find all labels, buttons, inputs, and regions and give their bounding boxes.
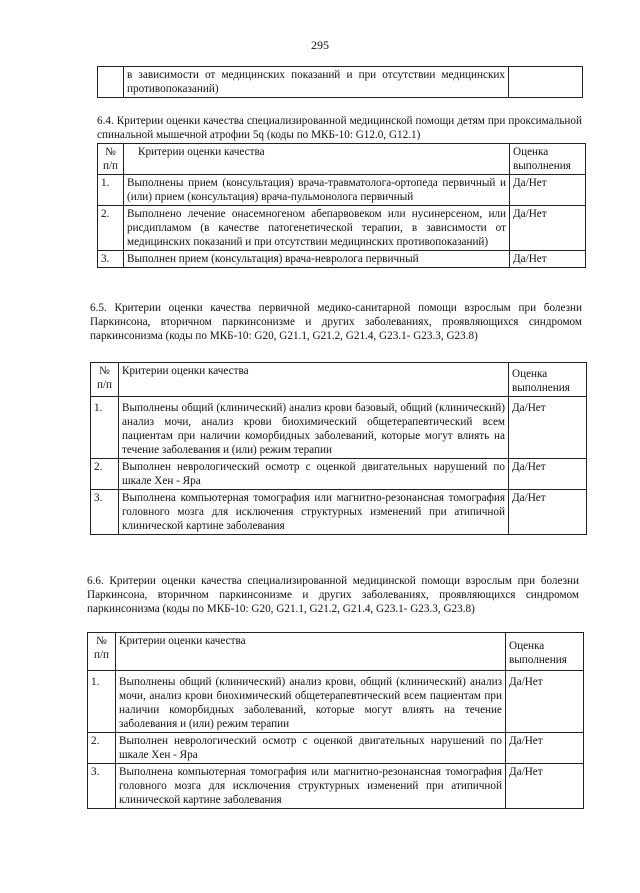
- col-num-header: № п/п: [98, 144, 124, 175]
- row-answer: Да/Нет: [510, 175, 586, 206]
- row-num: 3.: [98, 251, 124, 268]
- row-num: 1.: [91, 397, 119, 459]
- row-answer: Да/Нет: [506, 671, 584, 733]
- section-heading-6-4: 6.4. Критерии оценки качества специализированной медицинской помощи детям при проксимальной спинальной мышечной атрофии 5q (коды по МКБ-10: G12.0, G12.1): [97, 115, 582, 141]
- page-number: 295: [311, 38, 329, 52]
- row-criteria: Выполнено лечение онасемногеном абепарвовеком или нусинерсеном, или рисдипламом (в качестве патогенетической терапии, в зависимости от медицинских показаний и при отсутствии медицинских противопоказаний): [124, 206, 510, 251]
- col-criteria-header: Критерии оценки качества: [124, 144, 510, 175]
- criteria-table-6-4: [97, 143, 586, 268]
- row-answer: Да/Нет: [509, 490, 587, 535]
- criteria-table-6-6: [87, 632, 584, 809]
- score-cell: [509, 67, 583, 98]
- table-row: [98, 175, 586, 206]
- col-num-header: № п/п: [91, 363, 119, 397]
- col-score-header: Оценка выполнения: [506, 633, 584, 671]
- row-answer: Да/Нет: [509, 459, 587, 490]
- continuation-table: [97, 66, 583, 98]
- table-row: [88, 671, 584, 733]
- section-heading-6-5: 6.5. Критерии оценки качества первичной медико-санитарной помощи взрослым при болезни Паркинсона, вторичном паркинсонизме и других заболеваниях, проявляющихся синдромом паркинсонизма (коды по МКБ-10: G20, G21.1, G21.2, G21.4, G23.1- G23.3, G23.8): [90, 302, 582, 342]
- section-heading-6-6: 6.6. Критерии оценки качества специализированной медицинской помощи взрослым при болезни Паркинсона, вторичном паркинсонизме и других заболеваниях, проявляющихся синдромом паркинсонизма (коды по МКБ-10: G20, G21.1, G21.2, G21.4, G23.1- G23.3, G23.8): [87, 575, 579, 615]
- table-row: [98, 67, 583, 98]
- row-criteria: Выполнена компьютерная томография или магнитно-резонансная томография головного мозга для исключения структурных изменений при атипичной клинической картине заболевания: [119, 490, 509, 535]
- col-num-header: № п/п: [88, 633, 116, 671]
- row-num: 3.: [91, 490, 119, 535]
- table-row: [88, 764, 584, 809]
- table-row: [91, 490, 587, 535]
- row-criteria: Выполнена компьютерная томография или магнитно-резонансная томография головного мозга для исключения структурных изменений при атипичной клинической картине заболевания: [116, 764, 506, 809]
- row-criteria: Выполнен неврологический осмотр с оценкой двигательных нарушений по шкале Хен - Яра: [119, 459, 509, 490]
- table-row: [91, 459, 587, 490]
- row-num: 2.: [91, 459, 119, 490]
- table-row: [98, 206, 586, 251]
- row-answer: Да/Нет: [510, 206, 586, 251]
- row-criteria: Выполнен неврологический осмотр с оценкой двигательных нарушений по шкале Хен - Яра: [116, 733, 506, 764]
- col-score-header: Оценка выполнения: [509, 363, 587, 397]
- col-criteria-header: Критерии оценки качества: [119, 363, 509, 397]
- table-header-row: [91, 363, 587, 397]
- row-num: 1.: [88, 671, 116, 733]
- criteria-table-6-5: [90, 362, 587, 535]
- row-criteria: Выполнены общий (клинический) анализ крови, общий (клинический) анализ мочи, анализ крови биохимический общетерапевтический всем пациентам при наличии коморбидных заболеваний, которые могут влиять на течение заболевания и (или) режим терапии: [116, 671, 506, 733]
- row-criteria: Выполнен прием (консультация) врача-невролога первичный: [124, 251, 510, 268]
- row-answer: Да/Нет: [509, 397, 587, 459]
- num-cell: [98, 67, 124, 98]
- table-row: [88, 733, 584, 764]
- col-criteria-header: Критерии оценки качества: [116, 633, 506, 671]
- table-row: [91, 397, 587, 459]
- row-answer: Да/Нет: [506, 733, 584, 764]
- row-num: 2.: [88, 733, 116, 764]
- row-criteria: Выполнены общий (клинический) анализ крови базовый, общий (клинический) анализ мочи, анализ крови биохимический общетерапевтический всем пациентам при наличии коморбидных заболеваний, которые могут влиять на течение заболевания и (или) режим терапии: [119, 397, 509, 459]
- row-num: 3.: [88, 764, 116, 809]
- table-row: [98, 251, 586, 268]
- row-answer: Да/Нет: [506, 764, 584, 809]
- col-score-header: Оценка выполнения: [510, 144, 586, 175]
- row-num: 1.: [98, 175, 124, 206]
- row-criteria: Выполнены прием (консультация) врача-травматолога-ортопеда первичный и (или) прием (консультация) врача-пульмонолога первичный: [124, 175, 510, 206]
- row-answer: Да/Нет: [510, 251, 586, 268]
- table-header-row: [98, 144, 586, 175]
- criteria-cell: в зависимости от медицинских показаний и при отсутствии медицинских противопоказаний): [124, 67, 509, 98]
- table-header-row: [88, 633, 584, 671]
- row-num: 2.: [98, 206, 124, 251]
